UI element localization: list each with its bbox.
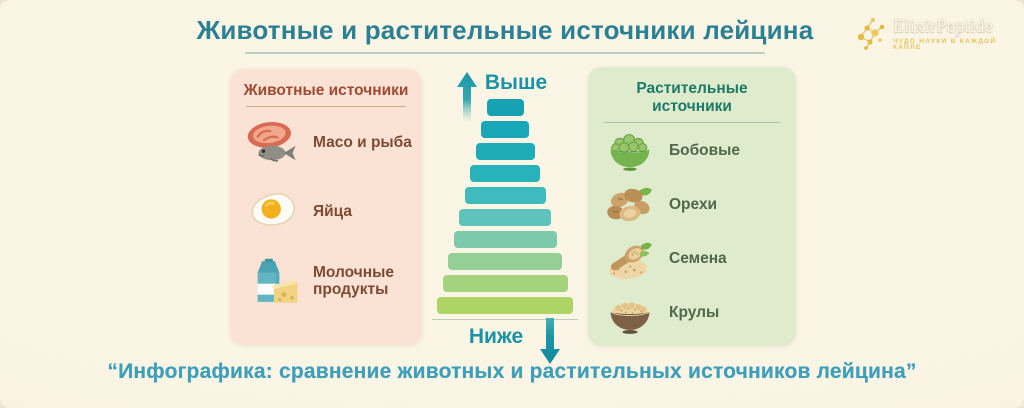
pyramid-bar-1: [487, 99, 524, 116]
item-label: Бобовые: [669, 142, 741, 160]
item-label: Крулы: [669, 304, 720, 322]
brand-name: ElixirPeptide: [893, 15, 994, 36]
list-item: [588, 287, 796, 339]
pyramid-bar-10: [437, 297, 573, 314]
pyramid-bar-3: [476, 143, 535, 160]
list-item: [588, 125, 796, 177]
pyramid-bar-8: [448, 253, 562, 270]
egg-icon: [243, 185, 303, 239]
plant-header-rule: [604, 122, 780, 123]
pyramid-top-label-row: [427, 71, 583, 98]
title-underline: [245, 52, 765, 54]
molecule-icon: [853, 13, 887, 56]
item-label: Яйца: [313, 203, 353, 221]
pyramid-bar-7: [454, 231, 557, 248]
list-item: [588, 233, 796, 285]
pyramid-bar-4: [470, 165, 540, 182]
meat-fish-icon: [243, 116, 303, 170]
brand-logo: [853, 11, 1021, 57]
brand-tagline: ЧУДО НАУКИ В КАЖДОЙ КАПЛЕ: [893, 37, 997, 51]
pyramid-bar-6: [459, 209, 551, 226]
pyramid-bar-5: [465, 187, 546, 204]
item-label: Масо и рыба: [313, 134, 412, 152]
list-item: [588, 179, 796, 231]
item-label: Молочные продукты: [313, 263, 394, 298]
caption: “Инфографика: сравнение животных и растительных источников лейцина”: [107, 360, 917, 383]
page-title: Животные и растительные источники лейцина: [196, 15, 814, 45]
list-item: [230, 248, 422, 314]
list-item: [230, 179, 422, 245]
item-label: Семена: [669, 250, 727, 268]
seeds-scoop-icon: [601, 234, 659, 284]
legumes-bowl-icon: [601, 126, 659, 176]
animal-panel-header: Животные источники: [243, 82, 409, 99]
nuts-icon: [601, 180, 659, 230]
leucine-pyramid: [427, 71, 583, 359]
pyramid-bar-2: [481, 121, 529, 138]
grains-bowl-icon: [601, 288, 659, 338]
pyramid-bars: [427, 99, 583, 314]
animal-header-rule: [246, 106, 406, 107]
pyramid-bottom-label-row: [427, 325, 583, 359]
dairy-icon: [243, 254, 303, 308]
pyramid-bottom-label: Ниже: [468, 325, 524, 348]
pyramid-top-label: Выше: [484, 71, 548, 94]
list-item: [230, 110, 422, 176]
item-label: Орехи: [669, 196, 718, 214]
plant-sources-panel: [588, 67, 796, 346]
arrow-up-icon: [457, 72, 477, 130]
animal-sources-panel: [230, 69, 422, 345]
plant-panel-header: Растительные источники: [636, 80, 748, 115]
pyramid-bar-9: [443, 275, 568, 292]
